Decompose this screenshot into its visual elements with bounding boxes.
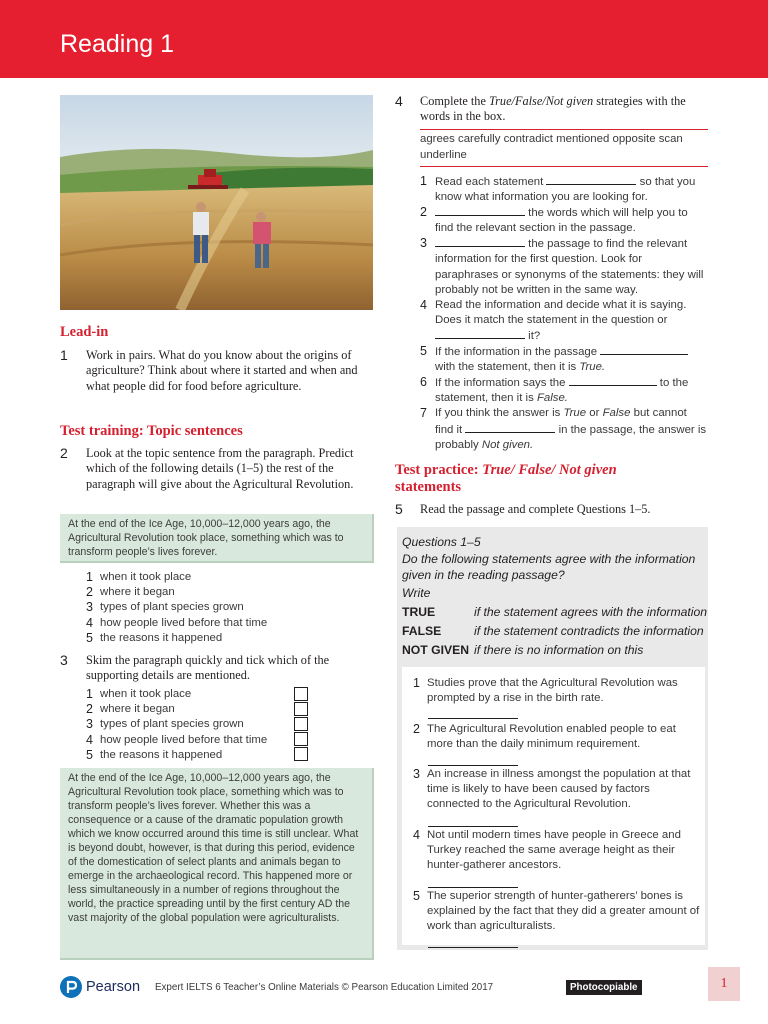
item-number: 6: [420, 375, 427, 390]
item-number: 4: [86, 615, 93, 630]
list-item: [420, 205, 708, 236]
heading-text-italic: True/ False/ Not given: [482, 462, 617, 478]
answer-key-not-given: [402, 643, 643, 658]
item-text: Read the information and decide what it is saying. Does it match the statement in the question or: [435, 298, 687, 326]
q4-text-b: strategies with the words in the box.: [420, 94, 686, 124]
item-number: 3: [413, 767, 420, 781]
question-number: 5: [395, 501, 403, 517]
item-text: Read each statement: [435, 176, 544, 188]
statement-item: [413, 767, 703, 813]
item-number: 2: [413, 722, 420, 736]
question-5-text: Read the passage and complete Questions 1–5.: [420, 502, 651, 516]
question-4-text: [420, 94, 710, 125]
questions-instruction: Do the following statements agree with the information given in the reading passage?: [402, 552, 696, 582]
item-number: 3: [86, 717, 93, 732]
item-text: the reasons it happened: [100, 631, 223, 644]
answer-key-meaning: if the statement agrees with the information: [474, 605, 708, 619]
farm-photo: [60, 95, 373, 310]
statement-item: [413, 676, 703, 706]
wheat-field-illustration: [60, 95, 373, 310]
item-number: 5: [86, 630, 93, 645]
list-item: [86, 616, 376, 631]
tick-checkbox[interactable]: [294, 687, 308, 701]
answer-blank[interactable]: [435, 328, 525, 339]
topic-sentence-box: At the end of the Ice Age, 10,000–12,000 years ago, the Agricultural Revolution took place, something which was to transform people’s lives forever.: [60, 514, 374, 563]
list-item: [420, 298, 708, 344]
item-text: Not given.: [481, 438, 534, 451]
item-text: in the passage, the answer is probably: [435, 423, 707, 451]
statement-item: [413, 889, 703, 935]
answer-line[interactable]: [428, 887, 518, 888]
tick-checkbox[interactable]: [294, 747, 308, 761]
item-text: with the statement, then it is: [435, 361, 577, 374]
statement-item: [413, 722, 703, 752]
item-text: Not until modern times have people in Greece and Turkey reached the same average height as their hunter-gatherer ancestors.: [427, 829, 681, 872]
answer-key-meaning: if there is no information on this: [474, 643, 644, 657]
question-number: 3: [60, 652, 68, 668]
test-training-heading: Test training: Topic sentences: [60, 423, 243, 439]
item-text: True: [563, 407, 587, 420]
reading-paragraph-box: At the end of the Ice Age, 10,000–12,000 years ago, the Agricultural Revolution took place, something which was to transform people’s lives forever. Whether this was a consequence or a cause of the dramatic population growth which we know occurred around this time is still unclear. What is beyond doubt, however, is that during this period, evidence of the domestication of select plants and animals began to emerge in the archaeological record. This happened more or less simultaneously in a number of regions throughout the world, the practice spreading until by the first century AD the vast majority of the global population were agriculturalists.: [60, 768, 374, 960]
item-number: 3: [420, 236, 427, 251]
question-1-text: Work in pairs. What do you know about the origins of agriculture? Think about where it started and when and what people did for food before agriculture.: [86, 348, 358, 393]
test-practice-heading: [395, 462, 685, 496]
answer-key-label: FALSE: [402, 624, 442, 638]
page-number: 1: [708, 967, 740, 1001]
answer-line[interactable]: [428, 947, 518, 948]
word-box-bottom-rule: [420, 166, 708, 167]
item-text: types of plant species grown: [100, 718, 244, 731]
item-number: 7: [420, 406, 427, 421]
photocopiable-badge: Photocopiable: [566, 980, 642, 995]
list-item: [86, 748, 286, 763]
strategies-list: [420, 174, 708, 453]
item-text: it?: [528, 329, 541, 342]
question-number: 2: [60, 445, 68, 461]
answer-key-false: [402, 624, 704, 639]
questions-label: Questions 1–5: [402, 535, 481, 549]
item-text: The superior strength of hunter-gatherers’ bones is explained by the fact that they did a greater amount of work than agriculturalists.: [427, 890, 700, 933]
item-text: how people lived before that time: [100, 733, 268, 746]
item-number: 4: [413, 828, 420, 842]
statement-item: [413, 828, 703, 874]
item-text: but cannot find it: [435, 407, 687, 436]
answer-line[interactable]: [428, 765, 518, 766]
q4-text-italic: True/False/Not given: [488, 94, 594, 108]
answer-blank[interactable]: [600, 344, 688, 355]
question-3-text: Skim the paragraph quickly and tick which of the supporting details are mentioned.: [86, 653, 330, 683]
item-text: types of plant species grown: [100, 601, 244, 614]
list-item: [86, 570, 376, 585]
answer-key-label: NOT GIVEN: [402, 643, 470, 657]
pearson-wordmark: Pearson: [86, 979, 141, 995]
word-box-top-rule: [420, 129, 708, 130]
answer-line[interactable]: [428, 826, 518, 827]
item-number: 1: [86, 687, 93, 701]
word-box: agrees carefully contradict mentioned opposite scan underline: [420, 133, 683, 161]
question-2-text: Look at the topic sentence from the paragraph. Predict which of the following details (1–5) the rest of the paragraph will give about the Agricultural Revolution.: [86, 446, 354, 491]
item-text: when it took place: [100, 571, 192, 583]
details-list: [86, 570, 376, 646]
heading-text: Test practice:: [395, 462, 483, 478]
item-text: False: [602, 407, 631, 420]
answer-key-true: [402, 605, 707, 620]
item-text: If you think the answer is: [435, 407, 561, 420]
tick-checkbox[interactable]: [294, 732, 308, 746]
item-text: when it took place: [100, 688, 192, 700]
item-number: 4: [420, 297, 427, 312]
item-number: 3: [86, 600, 93, 615]
list-item: [86, 600, 376, 615]
list-item: [420, 344, 708, 375]
list-item: [86, 733, 286, 748]
write-label: Write: [402, 586, 431, 600]
item-number: 2: [86, 585, 93, 600]
list-item: [420, 174, 708, 205]
list-item: [420, 236, 708, 297]
answer-blank[interactable]: [546, 174, 636, 185]
list-item: [86, 585, 376, 600]
item-text: how people lived before that time: [100, 616, 268, 629]
answer-key-meaning: if the statement contradicts the information: [474, 624, 704, 638]
pearson-logo-icon: [60, 976, 82, 998]
item-text: or: [589, 407, 600, 420]
question-number: 1: [60, 347, 68, 363]
item-text: where it began: [100, 586, 175, 599]
item-number: 5: [420, 344, 427, 359]
heading-text: statements: [395, 479, 462, 495]
item-number: 2: [420, 205, 427, 220]
list-item: [420, 375, 708, 406]
copyright-text: Expert IELTS 6 Teacher’s Online Materials © Pearson Education Limited 2017: [155, 982, 494, 993]
answer-key-label: TRUE: [402, 605, 436, 619]
answer-blank[interactable]: [465, 422, 555, 433]
item-number: 1: [413, 676, 420, 690]
item-text: The Agricultural Revolution enabled people to eat more than the daily minimum requirement.: [427, 723, 676, 751]
item-text: If the information in the passage: [435, 346, 598, 359]
page-header: [0, 0, 768, 78]
item-number: 2: [86, 702, 93, 717]
item-text: An increase in illness amongst the population at that time is likely to have been caused by factors connected to the Agricultural Revolution.: [427, 768, 691, 811]
item-text: the reasons it happened: [100, 748, 223, 761]
list-item: [86, 702, 286, 717]
item-number: 5: [86, 747, 93, 762]
answer-line[interactable]: [428, 718, 518, 719]
item-text: where it began: [100, 703, 175, 716]
tick-checkbox[interactable]: [294, 717, 308, 731]
list-item: [86, 717, 286, 732]
item-text: False.: [536, 392, 568, 405]
item-text: to the statement, then it is: [435, 377, 689, 405]
item-text: so that you know what information you are looking for.: [435, 176, 696, 204]
item-number: 1: [86, 570, 93, 584]
q4-text-a: Complete the: [420, 94, 489, 108]
answer-blank[interactable]: [435, 236, 525, 247]
page-title: Reading 1: [60, 30, 174, 58]
item-number: 4: [86, 732, 93, 747]
tick-checkbox[interactable]: [294, 702, 308, 716]
question-number: 4: [395, 93, 403, 109]
pearson-p-icon: [60, 976, 82, 998]
item-text: the words which will help you to find the relevant section in the passage.: [435, 207, 688, 235]
answer-blank[interactable]: [569, 375, 657, 386]
item-text: Studies prove that the Agricultural Revolution was prompted by a rise in the birth rate.: [427, 677, 678, 705]
lead-in-heading: Lead-in: [60, 324, 109, 340]
list-item: [86, 631, 376, 646]
item-text: the passage to find the relevant information for the first question. Look for paraphrases or synonyms of the statements: they will probably not be written in the same way.: [435, 238, 704, 296]
list-item: [86, 687, 286, 702]
answer-blank[interactable]: [435, 205, 525, 216]
item-number: 5: [413, 889, 420, 903]
item-text: True.: [579, 361, 606, 374]
list-item: [420, 406, 708, 452]
item-number: 1: [420, 174, 427, 188]
supporting-details-list: [86, 687, 286, 763]
item-text: If the information says the: [435, 377, 566, 390]
